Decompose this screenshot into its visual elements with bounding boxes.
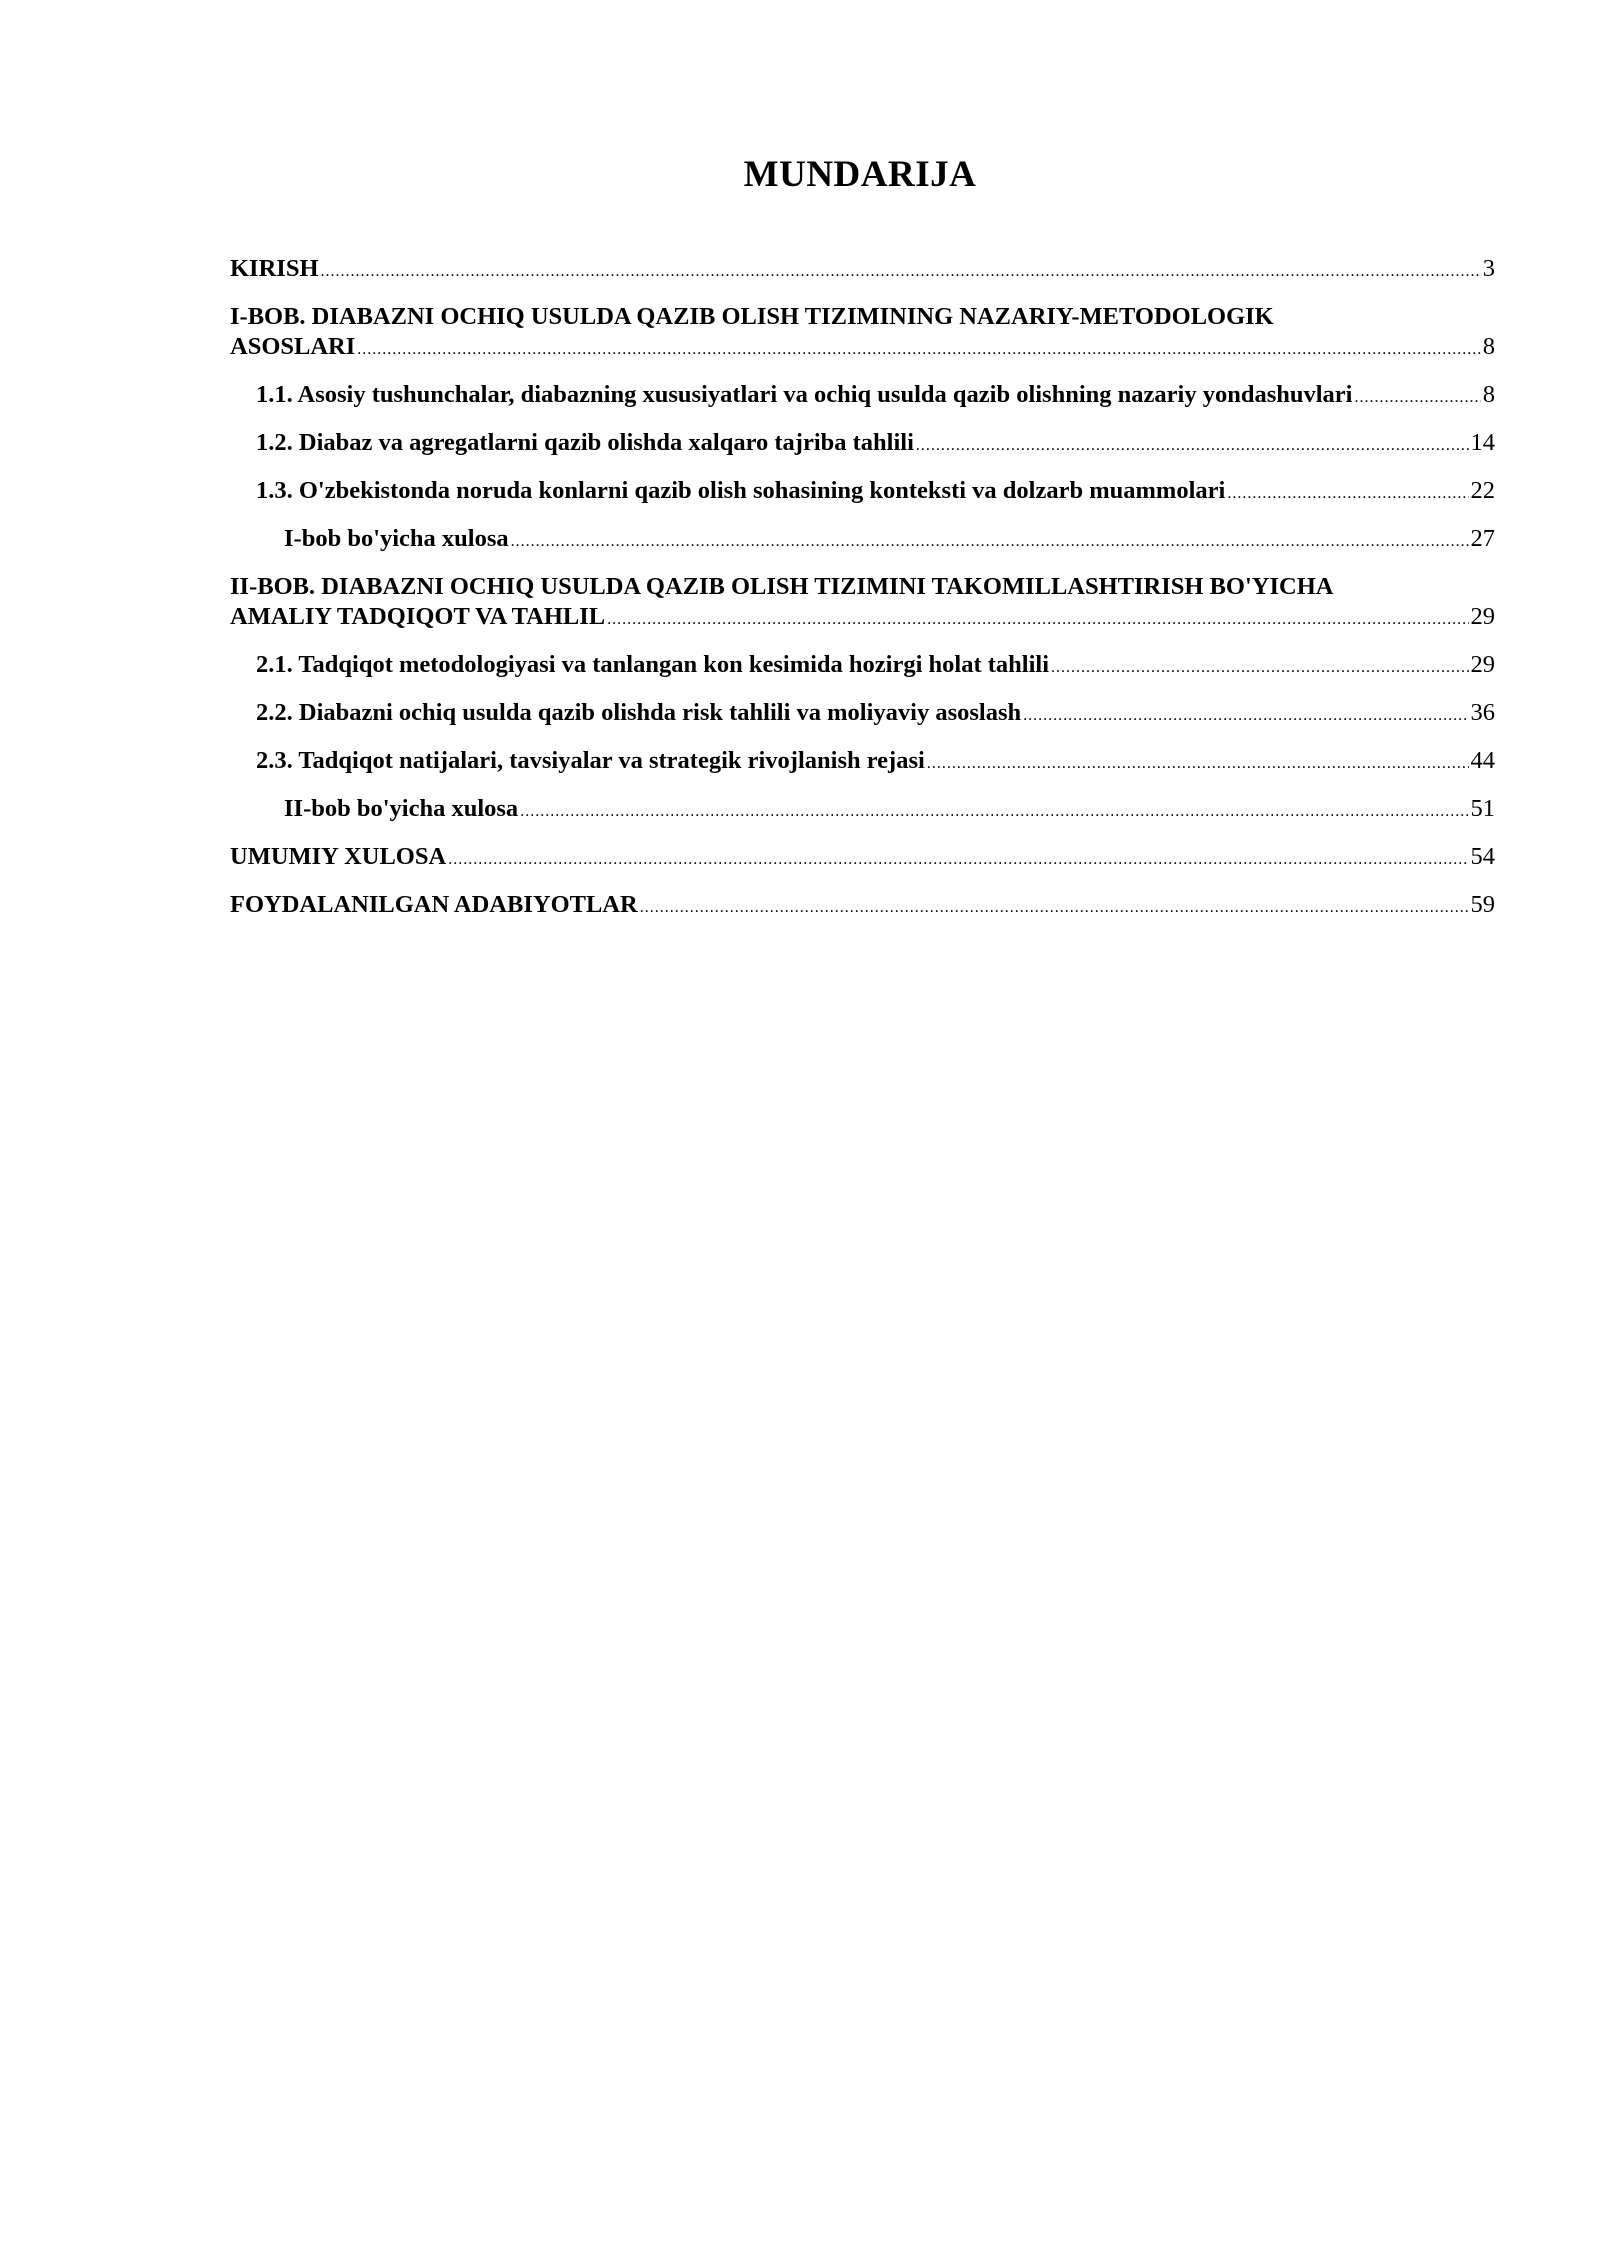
toc-line	[256, 476, 1495, 509]
toc-line	[256, 428, 1495, 461]
toc-line	[256, 746, 1495, 779]
toc-page-number: 8	[1482, 381, 1495, 408]
toc-entry-title-line2: ASOSLARI	[230, 333, 356, 360]
toc-page-number: 59	[1470, 891, 1495, 918]
toc-entry-section-2-2[interactable]	[230, 698, 1495, 731]
toc-line	[230, 890, 1495, 923]
toc-entry-chapter-2-conclusion[interactable]	[230, 794, 1495, 827]
toc-entry-chapter-1-conclusion[interactable]	[230, 524, 1495, 557]
dot-leader	[448, 845, 1468, 875]
toc-entry-title: 2.1. Tadqiqot metodologiyasi va tanlangan kon kesimida hozirgi holat tahlili	[256, 651, 1050, 678]
toc-page-number: 44	[1470, 747, 1495, 774]
dot-leader	[357, 335, 1480, 365]
toc-page-number: 29	[1470, 651, 1495, 678]
toc-entry-title: UMUMIY XULOSA	[230, 843, 447, 870]
dot-leader	[321, 257, 1481, 287]
toc-line	[230, 332, 1495, 365]
toc-entry-title: II-bob bo'yicha xulosa	[284, 795, 519, 822]
dot-leader	[1227, 479, 1468, 509]
toc-entry-references[interactable]	[230, 890, 1495, 923]
dot-leader	[511, 527, 1469, 557]
dot-leader	[1354, 383, 1480, 413]
toc-entry-title: FOYDALANILGAN ADABIYOTLAR	[230, 891, 638, 918]
toc-entry-title-line1: II-BOB. DIABAZNI OCHIQ USULDA QAZIB OLISH TIZIMINI TAKOMILLASHTIRISH BO'YICHA	[230, 573, 1334, 600]
toc-entry-section-1-2[interactable]	[230, 428, 1495, 461]
toc-entry-general-conclusion[interactable]	[230, 842, 1495, 875]
toc-entry-kirish[interactable]	[230, 254, 1495, 287]
toc-entry-chapter-1[interactable]	[230, 302, 1495, 365]
toc-entry-section-2-3[interactable]	[230, 746, 1495, 779]
dot-leader	[640, 893, 1469, 923]
dot-leader	[607, 605, 1468, 635]
toc-entry-title: 2.2. Diabazni ochiq usulda qazib olishda risk tahlili va moliyaviy asoslash	[256, 699, 1022, 726]
toc-page-number: 3	[1482, 255, 1495, 282]
page-title: MUNDARIJA	[743, 154, 977, 195]
toc-entry-title-line2: AMALIY TADQIQOT VA TAHLIL	[230, 603, 606, 630]
toc-line	[284, 524, 1495, 557]
dot-leader	[1023, 701, 1468, 731]
dot-leader	[927, 749, 1469, 779]
toc-line	[230, 842, 1495, 875]
toc-line	[256, 650, 1495, 683]
dot-leader	[520, 797, 1468, 827]
toc-page-number: 29	[1470, 603, 1495, 630]
toc-line	[256, 380, 1495, 413]
toc-entry-title: 2.3. Tadqiqot natijalari, tavsiyalar va strategik rivojlanish rejasi	[256, 747, 925, 774]
toc-page-number: 51	[1470, 795, 1495, 822]
dot-leader	[916, 431, 1469, 461]
toc-page-number: 14	[1470, 429, 1495, 456]
toc-page-number: 22	[1470, 477, 1495, 504]
toc-line	[230, 254, 1495, 287]
table-of-contents	[230, 254, 1495, 938]
toc-entry-title: I-bob bo'yicha xulosa	[284, 525, 509, 552]
dot-leader	[1051, 653, 1468, 683]
toc-entry-title-line1: I-BOB. DIABAZNI OCHIQ USULDA QAZIB OLISH TIZIMINING NAZARIY-METODOLOGIK	[230, 303, 1274, 330]
toc-entry-section-1-3[interactable]	[230, 476, 1495, 509]
toc-entry-section-1-1[interactable]	[230, 380, 1495, 413]
toc-entry-chapter-2[interactable]	[230, 572, 1495, 635]
toc-entry-title: 1.1. Asosiy tushunchalar, diabazning xususiyatlari va ochiq usulda qazib olishning nazariy yondashuvlari	[256, 381, 1353, 408]
toc-line	[230, 602, 1495, 635]
toc-entry-title: 1.3. O'zbekistonda noruda konlarni qazib olish sohasining konteksti va dolzarb muammolari	[256, 477, 1226, 504]
toc-entry-title: KIRISH	[230, 255, 319, 282]
toc-entry-section-2-1[interactable]	[230, 650, 1495, 683]
toc-page-number: 54	[1470, 843, 1495, 870]
toc-line	[284, 794, 1495, 827]
toc-page-number: 27	[1470, 525, 1495, 552]
toc-page-number: 8	[1482, 333, 1495, 360]
toc-page-number: 36	[1470, 699, 1495, 726]
toc-entry-title: 1.2. Diabaz va agregatlarni qazib olishda xalqaro tajriba tahlili	[256, 429, 914, 456]
toc-line	[256, 698, 1495, 731]
